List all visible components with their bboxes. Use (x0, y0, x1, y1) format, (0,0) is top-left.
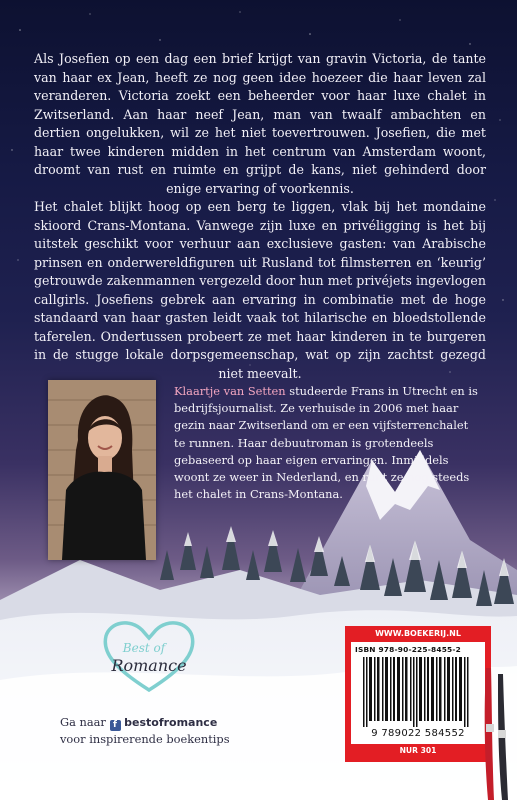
nur-code: NUR 301 (399, 746, 437, 755)
logo-line-2: Romance (111, 656, 187, 675)
blurb-paragraph-2: Het chalet blijkt hoog op een berg te liggen, vlak bij het mondaine skioord Crans-Montana. Vanwege zijn luxe en privéligging is het bij uitstek geschikt voor verhuur aan exclusieve gasten: van Arabische prinsen en onderwereldfiguren uit Rusland tot filmsterren en ‘keurig’ getrouwde zakenmannen vergezeld door hun met privéjets ingevlogen callgirls. Josefiens gebrek aan ervaring in combinatie met de hoge standaard van haar gasten leidt vaak tot hilarische en bloedstollende taferelen. Ondertussen probeert ze met haar kinderen in te burgeren in de stugge lokale dorpsgemeenschap, wat op zijn zachtst gezegd niet meevalt. (34, 199, 486, 381)
barcode-icon (357, 657, 479, 727)
facebook-icon: f (110, 720, 121, 731)
publisher-url: WWW.BOEKERIJ.NL (375, 629, 461, 638)
skis-icon (478, 664, 514, 800)
author-photo (48, 380, 156, 560)
logo-line-1: Best of (122, 641, 166, 655)
barcode-area (351, 642, 485, 744)
barcode-panel (345, 626, 491, 762)
author-bio (174, 383, 479, 503)
author-bio-text: studeerde Frans in Utrecht en is bedrijfsjournalist. Ze verhuisde in 2006 met haar gezin naar Zwitserland om er een vijfsterrenchalet te runnen. Haar debuutroman is grotendeels gebaseerd op haar eigen ervaringen. Inmiddels woont ze weer in Nederland, en runt ze nog steeds het chalet in Crans-Montana. (174, 384, 478, 502)
promo-link[interactable]: bestofromance (124, 716, 218, 729)
author-name: Klaartje van Setten (174, 384, 286, 398)
promo-prefix: Ga naar (60, 715, 110, 729)
best-of-romance-logo (94, 616, 204, 696)
promo-line-2: voor inspirerende boekentips (60, 732, 230, 746)
blurb-paragraph-1: Als Josefien op een dag een brief krijgt van gravin Victoria, de tante van haar ex Jean, heeft ze nog geen idee hoezeer die haar leven zal veranderen. Victoria zoekt een beheerder voor haar luxe chalet in Zwitserland. Aan haar neef Jean, man van twaalf ambachten en dertien ongelukken, wil ze het niet toevertrouwen. Josefien, die met haar twee kinderen midden in het centrum van Amsterdam woont, droomt van rust en ruimte en grijpt de kans, niet gehinderd door enige ervaring of voorkennis. (34, 51, 486, 196)
barcode-number: 9 789022 584552 (371, 728, 465, 739)
isbn-label: ISBN 978-90-225-8455-2 (355, 645, 461, 654)
promo-text (60, 714, 230, 748)
